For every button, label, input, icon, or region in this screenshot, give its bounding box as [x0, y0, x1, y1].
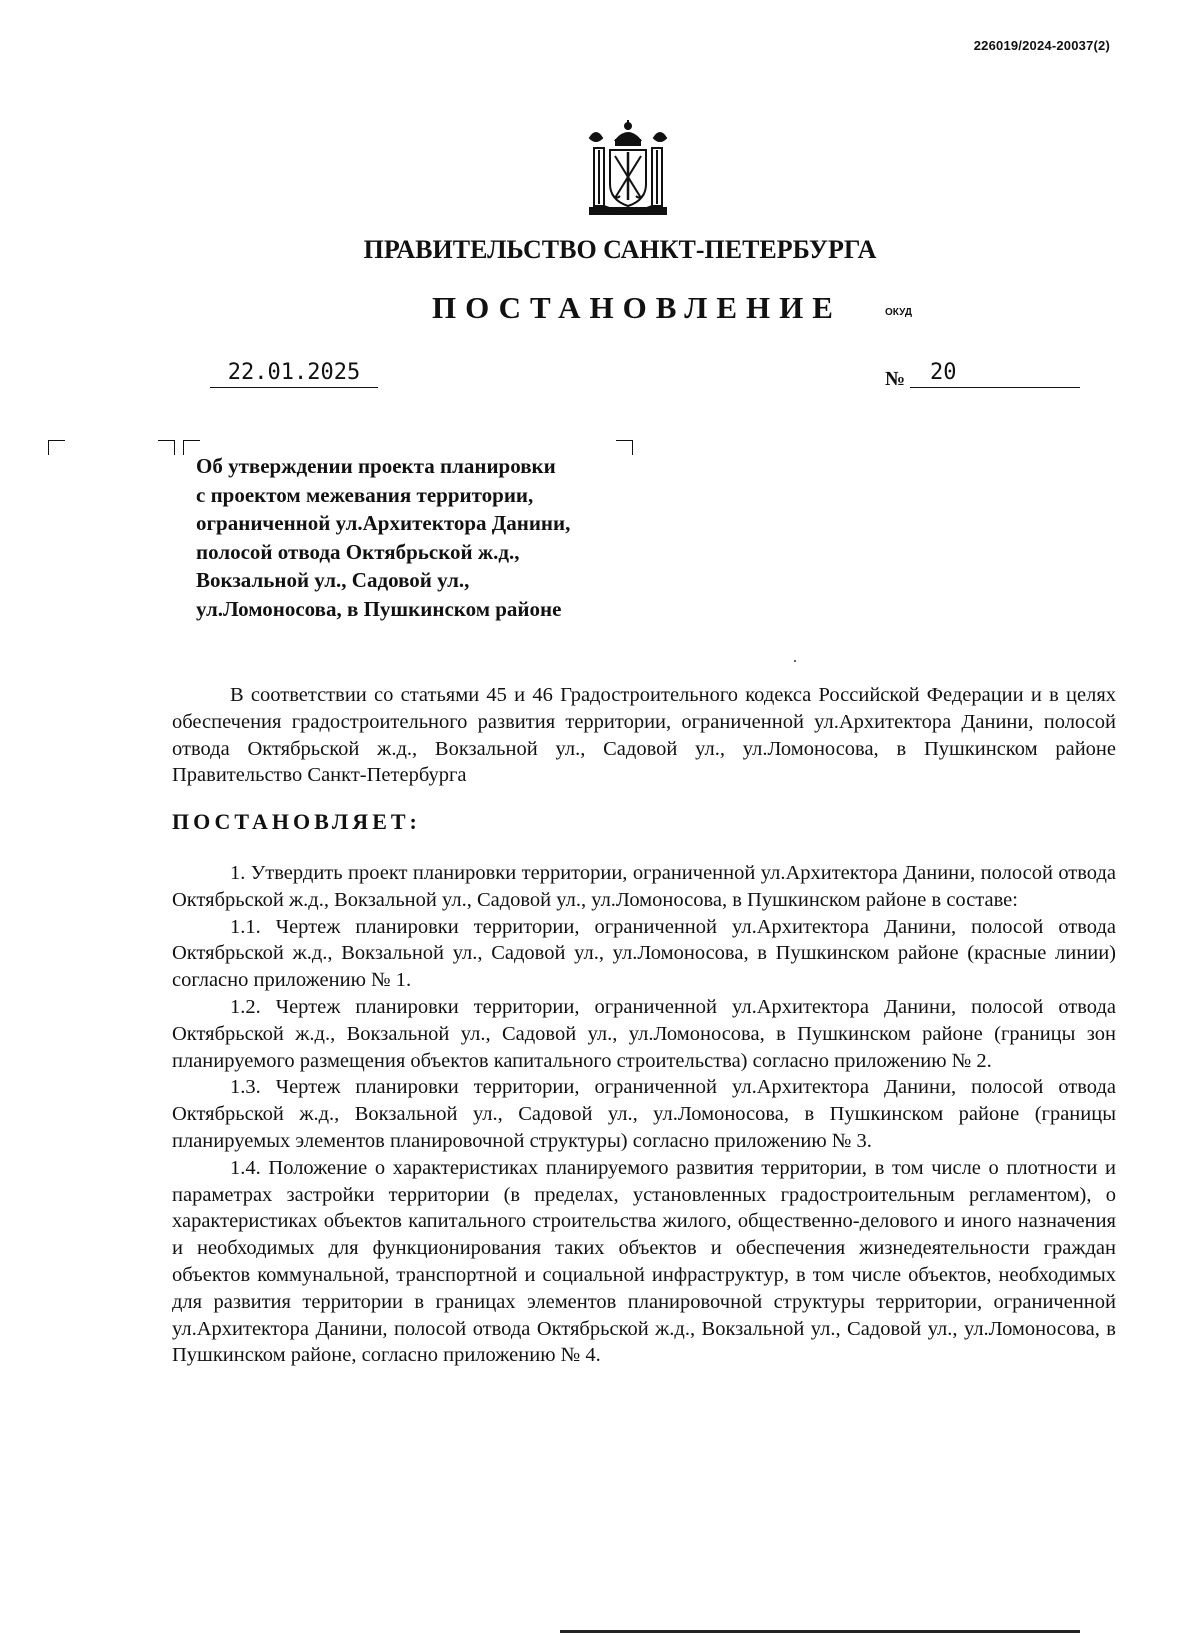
- preamble-paragraph: В соответствии со статьями 45 и 46 Градостроительного кодекса Российской Федерации и в целях обеспечения градостроительного развития территории, ограниченной ул.Архитектора Данини, полосой отвода Октябрьской ж.д., Вокзальной ул., Садовой ул., ул.Ломоносова, в Пушкинском районе Правительство Санкт-Петербурга: [172, 684, 1116, 787]
- decree-heading: ПОСТАНОВЛЯЕТ:: [172, 809, 421, 835]
- document-number: 20: [910, 360, 1080, 388]
- item-paragraph: 1.4. Положение о характеристиках планируемого развития территории, в том числе о плотности и параметрах застройки территории (в пределах, установленных градостроительным регламентом), о характеристиках объектов капитального строительства жилого, общественно-делового и иного назначения и необходимых для функционирования таких объектов и обеспечения жизнедеятельности граждан объектов коммунальной, транспортной и социальной инфраструктур, в том числе объектов, необходимых для развития территории в границах элементов планировочной структуры территории, ограниченной ул.Архитектора Данини, полосой отвода Октябрьской ж.д., Вокзальной ул., Садовой ул., ул.Ломоносова, в Пушкинском районе, согласно приложению № 4.: [172, 1156, 1116, 1367]
- coat-of-arms-icon: [582, 118, 674, 218]
- item-paragraph: 1.2. Чертеж планировки территории, ограниченной ул.Архитектора Данини, полосой отвода Октябрьской ж.д., Вокзальной ул., Садовой ул., ул.Ломоносова, в Пушкинском районе (границы зон планируемого размещения объектов капитального строительства) согласно приложению № 2.: [172, 995, 1116, 1072]
- subject-corner-mark: [158, 440, 175, 455]
- number-sign: №: [885, 368, 906, 390]
- margin-corner-mark: [48, 440, 65, 455]
- subject-line: ул.Ломоносова, в Пушкинском районе: [196, 596, 562, 621]
- document-type-heading: ПОСТАНОВЛЕНИЕ: [432, 290, 842, 325]
- subject-corner-mark: [616, 440, 633, 455]
- document-code: 226019/2024-20037(2): [973, 38, 1110, 53]
- document-body: [172, 682, 1116, 1369]
- organization-title: ПРАВИТЕЛЬСТВО САНКТ-ПЕТЕРБУРГА: [363, 235, 877, 264]
- document-date: 22.01.2025: [210, 360, 378, 388]
- subject-line: Об утверждении проекта планировки: [196, 454, 556, 478]
- subject-line: с проектом межевания территории,: [196, 482, 534, 507]
- subject-line: ограниченной ул.Архитектора Данини,: [196, 511, 571, 535]
- subject-line: Вокзальной ул., Садовой ул.,: [196, 568, 470, 592]
- item-paragraph: 1.3. Чертеж планировки территории, ограниченной ул.Архитектора Данини, полосой отвода Октябрьской ж.д., Вокзальной ул., Садовой ул., ул.Ломоносова, в Пушкинском районе (границы планируемых элементов планировочной структуры) согласно приложению № 3.: [172, 1076, 1116, 1152]
- item-paragraph: 1.1. Чертеж планировки территории, ограниченной ул.Архитектора Данини, полосой отвода Октябрьской ж.д., Вокзальной ул., Садовой ул., ул.Ломоносова, в Пушкинском районе (красные линии) согласно приложению № 1.: [172, 915, 1116, 992]
- okud-label: ОКУД: [885, 307, 912, 318]
- page-bottom-edge: [560, 1630, 1080, 1633]
- item-paragraph: 1. Утвердить проект планировки территории, ограниченной ул.Архитектора Данини, полосой отвода Октябрьской ж.д., Вокзальной ул., Садовой ул., ул.Ломоносова, в Пушкинском районе в составе:: [172, 861, 1116, 911]
- scan-speck: [794, 660, 796, 662]
- document-subject: [196, 452, 570, 623]
- subject-line: полосой отвода Октябрьской ж.д.,: [196, 539, 520, 564]
